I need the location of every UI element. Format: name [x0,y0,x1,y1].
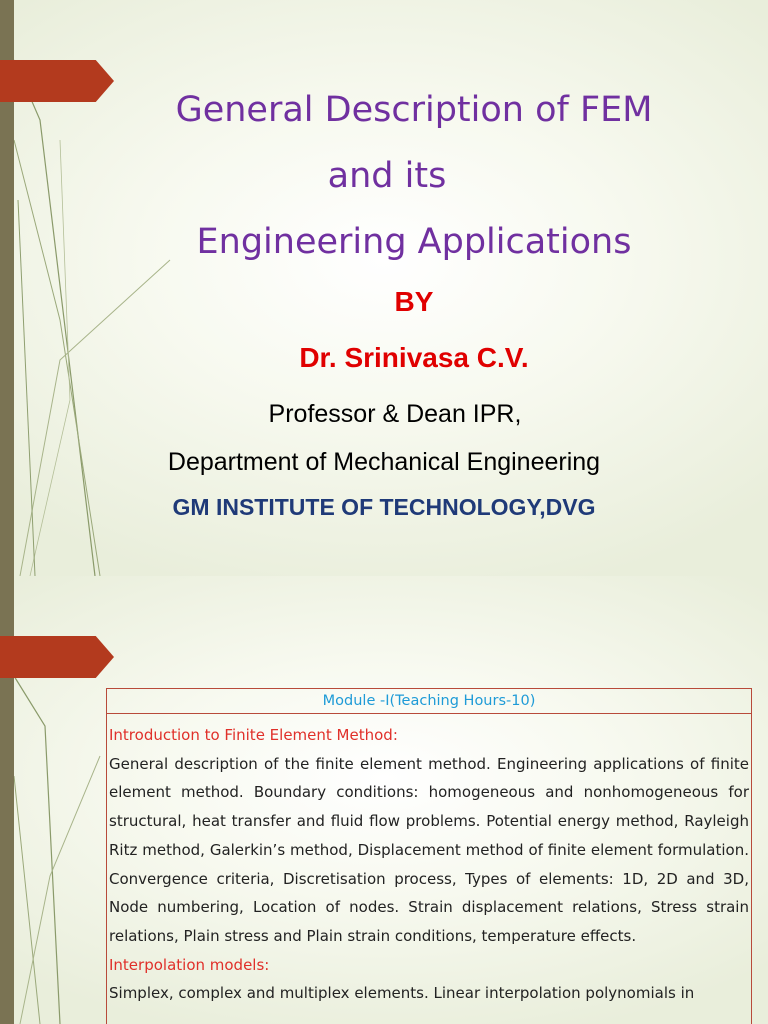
title-line-3: Engineering Applications [196,222,632,262]
syllabus-slide [0,576,768,1024]
title-line-1: General Description of FEM [175,90,653,130]
institute-name: GM INSTITUTE OF TECHNOLOGY,DVG [172,494,596,520]
section-title-interpolation: Interpolation models: [109,955,270,974]
designation: Professor & Dean IPR, [268,400,522,428]
by-label: BY [394,286,434,317]
department: Department of Mechanical Engineering [167,448,601,476]
module-header: Module -I(Teaching Hours-10) [107,689,751,714]
author-name: Dr. Srinivasa C.V. [299,342,529,373]
section-body-introduction: General description of the finite element method. Engineering applications of finite element method. Boundary conditions: homogeneous and nonhomogeneous for structural, heat transfer and fluid flow problems. Potential energy method, Rayleigh Ritz method, Galerkin’s method, Displacement method of finite element formulation. Convergence criteria, Discretisation process, Types of elements: 1D, 2D and 3D, Node numbering, Location of nodes. Strain displacement relations, Stress strain relations, Plain stress and Plain strain conditions, temperature effects. [109,754,749,945]
module-content [107,714,751,1008]
title-line-2: and its [327,156,447,196]
arrow-marker [0,636,114,678]
section-body-interpolation: Simplex, complex and multiplex elements. Linear interpolation polynomials in [109,984,695,1003]
section-title-introduction: Introduction to Finite Element Method: [109,726,398,744]
syllabus-table [106,688,752,1024]
